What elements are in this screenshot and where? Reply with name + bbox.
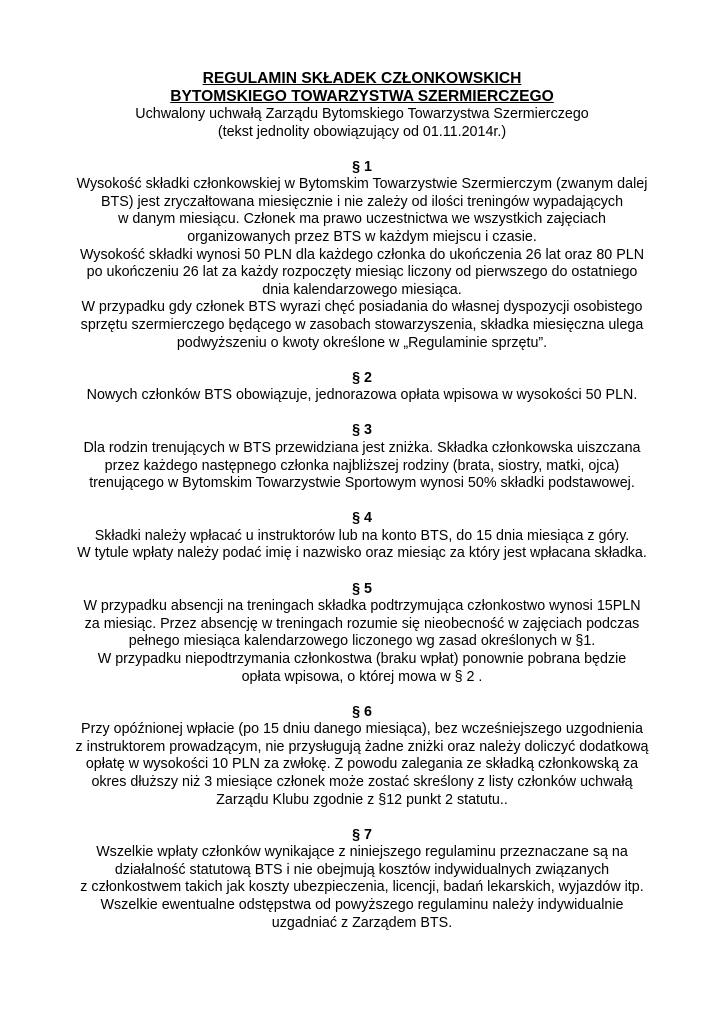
section-7 xyxy=(20,827,704,933)
subtitle-line-2: (tekst jednolity obowiązujący od 01.11.2014r.) xyxy=(217,123,507,140)
section-4 xyxy=(20,510,704,563)
section-text-line: opłatę w wysokości 10 PLN za zwłokę. Z powodu zalegania ze składką członkowską za xyxy=(85,756,639,773)
section-text-line: trenującego w Bytomskim Towarzystwie Sportowym wynosi 50% składki podstawowej. xyxy=(89,475,635,492)
section-1 xyxy=(20,159,704,353)
section-text xyxy=(20,598,704,686)
section-number: § 1 xyxy=(352,158,372,175)
section-text-line: Wszelkie wpłaty członków wynikające z niniejszego regulaminu przeznaczane są na xyxy=(96,844,628,861)
section-text-line: organizowanych przez BTS w każdym miejscu i czasie. xyxy=(187,229,537,246)
section-number: § 5 xyxy=(352,580,372,597)
section-2 xyxy=(20,370,704,405)
title-line-1: REGULAMIN SKŁADEK CZŁONKOWSKICH xyxy=(202,70,522,87)
section-text-line: za miesiąc. Przez absencję w treningach rozumie się nieobecność w zajęciach podczas xyxy=(84,615,640,632)
section-text xyxy=(20,528,704,563)
section-text xyxy=(20,440,704,493)
section-text-line: Składki należy wpłacać u instruktorów lub na konto BTS, do 15 dnia miesiąca z góry. xyxy=(94,527,630,544)
section-text-line: uzgadniać z Zarządem BTS. xyxy=(271,914,453,931)
section-number: § 6 xyxy=(352,703,372,720)
section-text xyxy=(20,721,704,809)
section-text-line: działalność statutową BTS i nie obejmują kosztów indywidualnych związanych xyxy=(114,861,610,878)
section-text xyxy=(20,387,704,405)
section-text-line: Wysokość składki członkowskiej w Bytomskim Towarzystwie Szermierczym (zwanym dalej xyxy=(76,176,648,193)
section-text-line: z instruktorem prowadzącym, nie przysługują żadne zniżki oraz należy doliczyć dodatkową xyxy=(75,738,649,755)
section-text-line: Nowych członków BTS obowiązuje, jednorazowa opłata wpisowa w wysokości 50 PLN. xyxy=(86,387,638,404)
regulation-document xyxy=(20,70,704,932)
section-5 xyxy=(20,581,704,687)
sections-container xyxy=(20,159,704,933)
section-text xyxy=(20,176,704,352)
title-line-2: BYTOMSKIEGO TOWARZYSTWA SZERMIERCZEGO xyxy=(170,88,554,105)
section-text-line: dnia kalendarzowego miesiąca. xyxy=(262,281,462,298)
section-text-line: Przy opóźnionej wpłacie (po 15 dniu danego miesiąca), bez wcześniejszego uzgodnienia xyxy=(81,721,643,738)
section-text-line: w danym miesiącu. Członek ma prawo uczestnictwa we wszystkich zajęciach xyxy=(118,211,606,228)
section-number: § 3 xyxy=(352,422,372,439)
section-text-line: Zarządu Klubu zgodnie z §12 punkt 2 statutu.. xyxy=(216,791,508,808)
document-title xyxy=(20,70,704,106)
section-text-line: Wysokość składki wynosi 50 PLN dla każdego członka do ukończenia 26 lat oraz 80 PLN xyxy=(79,246,645,263)
section-6 xyxy=(20,704,704,810)
section-text-line: W tytule wpłaty należy podać imię i nazwisko oraz miesiąc za który jest wpłacana składka. xyxy=(77,545,647,562)
section-text-line: Dla rodzin trenujących w BTS przewidziana jest zniżka. Składka członkowska uiszczana xyxy=(83,440,641,456)
section-number: § 4 xyxy=(352,510,372,527)
section-text-line: BTS) jest zryczałtowana miesięcznie i nie zależy od ilości treningów wypadających xyxy=(100,193,624,210)
section-text-line: okres dłuższy niż 3 miesiące członek może zostać skreślony z listy członków uchwałą xyxy=(91,774,633,790)
section-text-line: W przypadku gdy członek BTS wyrazi chęć posiadania do własnej dyspozycji osobistego xyxy=(81,299,643,316)
section-text-line: podwyższeniu o kwoty określone w „Regulaminie sprzętu”. xyxy=(176,334,548,351)
section-number: § 7 xyxy=(352,826,372,843)
section-text-line: opłata wpisowa, o której mowa w § 2 . xyxy=(241,668,483,685)
section-text-line: sprzętu szermierczego będącego w zasobach stowarzyszenia, składka miesięczna ulega xyxy=(80,317,644,334)
document-subtitle xyxy=(20,106,704,141)
section-text-line: z członkostwem takich jak koszty ubezpieczenia, licencji, badań lekarskich, wyjazdów itp. xyxy=(80,879,644,896)
section-text-line: W przypadku niepodtrzymania członkostwa (braku wpłat) ponownie pobrana będzie xyxy=(97,650,627,667)
section-text xyxy=(20,844,704,932)
section-text-line: pełnego miesiąca kalendarzowego liczonego wg zasad określonych w §1. xyxy=(128,633,596,650)
section-text-line: W przypadku absencji na treningach składka podtrzymująca członkostwo wynosi 15PLN xyxy=(83,598,641,615)
subtitle-line-1: Uchwalony uchwałą Zarządu Bytomskiego Towarzystwa Szermierczego xyxy=(135,106,589,122)
section-text-line: po ukończeniu 26 lat za każdy rozpoczęty miesiąc liczony od pierwszego do ostatniego xyxy=(86,264,638,281)
section-3 xyxy=(20,422,704,492)
section-text-line: Wszelkie ewentualne odstępstwa od powyższego regulaminu należy indywidualnie xyxy=(100,897,624,914)
section-text-line: przez każdego następnego członka najbliższej rodziny (brata, siostry, matki, ojca) xyxy=(104,457,620,474)
section-number: § 2 xyxy=(352,369,372,386)
